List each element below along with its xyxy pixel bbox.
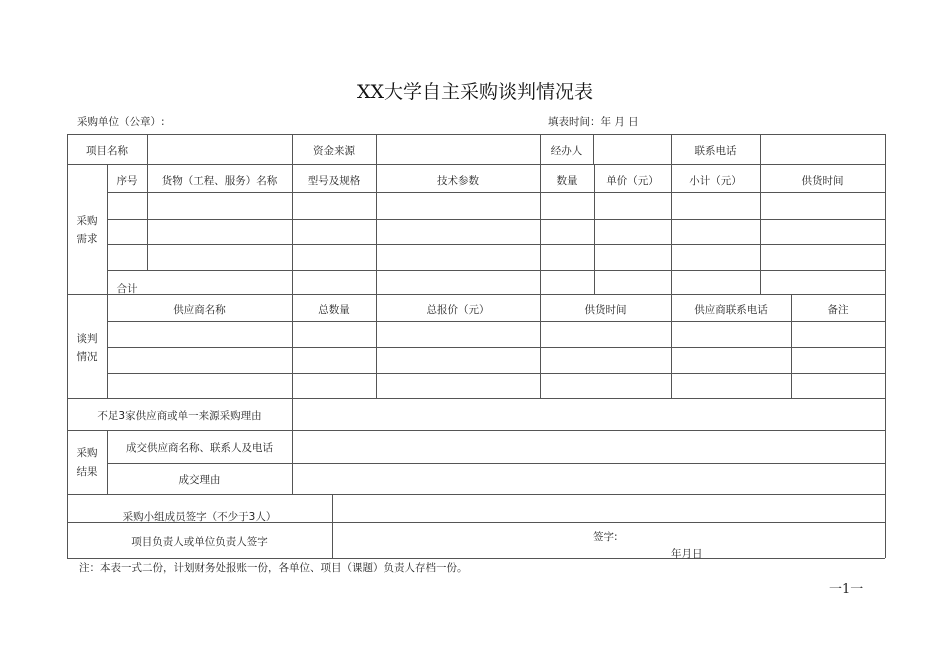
- col-header-supplier-phone: 供应商联系电话: [694, 304, 768, 316]
- row-line: [107, 219, 885, 220]
- sign-date-label: 年月日: [671, 548, 703, 560]
- col-line: [540, 134, 541, 294]
- col-header-remarks: 备注: [827, 304, 849, 316]
- row-line: [107, 192, 885, 193]
- negotiation-section-label: 谈判: [76, 333, 98, 345]
- col-header-tech-params: 技术参数: [437, 175, 479, 187]
- footer-note: 注：本表一式二份，计划财务处报账一份，各单位、项目（课题）负责人存档一份。: [79, 562, 468, 574]
- col-line: [147, 192, 148, 270]
- fund-source-label: 资金来源: [313, 145, 355, 157]
- col-line: [292, 134, 293, 294]
- col-line: [760, 134, 761, 294]
- row-line: [107, 270, 885, 271]
- row-line: [67, 164, 885, 165]
- row-line: [67, 398, 885, 399]
- demand-section-label: 需求: [76, 233, 98, 245]
- col-line: [593, 134, 594, 164]
- page-title: XX大学自主采购谈判情况表: [356, 81, 594, 103]
- table-border-bottom: [67, 558, 885, 559]
- page-number: 一1一: [829, 582, 864, 597]
- col-header-model: 型号及规格: [307, 175, 361, 187]
- col-header-unit-price: 单价（元）: [606, 175, 659, 187]
- leader-sign-label: 项目负责人或单位负责人签字: [131, 536, 268, 548]
- total-label: 合计: [116, 283, 138, 295]
- col-header-subtotal: 小计（元）: [689, 175, 742, 187]
- col-header-seq: 序号: [116, 175, 138, 187]
- single-source-reason-label: 不足3家供应商或单一来源采购理由: [97, 410, 262, 422]
- col-header-goods-name: 货物（工程、服务）名称: [161, 175, 278, 187]
- negotiation-section-label: 情况: [76, 351, 98, 363]
- row-line: [107, 463, 885, 464]
- demand-section-label: 采购: [76, 215, 98, 227]
- row-line: [107, 373, 885, 374]
- col-line: [292, 430, 293, 494]
- col-header-delivery-time: 供货时间: [584, 304, 627, 316]
- row-line: [67, 494, 885, 495]
- table-border-top: [67, 134, 885, 135]
- col-header-quantity: 数量: [556, 175, 578, 187]
- winner-info-label: 成交供应商名称、联系人及电话: [126, 442, 273, 454]
- col-header-supplier-name: 供应商名称: [173, 304, 226, 316]
- col-header-total-quantity: 总数量: [318, 304, 350, 316]
- fill-date-label: 填表时间：年 月 日: [548, 116, 639, 128]
- row-line: [107, 321, 885, 322]
- sign-label: 签字:: [593, 531, 618, 543]
- row-line: [67, 294, 885, 295]
- col-line: [376, 134, 377, 294]
- row-line: [67, 430, 885, 431]
- col-header-total-price: 总报价（元）: [426, 304, 490, 316]
- table-border-right: [885, 134, 886, 558]
- col-line: [332, 494, 333, 558]
- purchaser-label: 采购单位（公章）:: [77, 116, 165, 128]
- row-line: [107, 347, 885, 348]
- project-name-label: 项目名称: [86, 145, 128, 157]
- col-header-delivery-time: 供货时间: [801, 175, 844, 187]
- team-sign-label: 采购小组成员签字（不少于3人）: [122, 511, 277, 523]
- handler-label: 经办人: [550, 145, 583, 157]
- deal-reason-label: 成交理由: [178, 474, 221, 486]
- result-section-label: 采购: [76, 447, 98, 459]
- col-line: [292, 398, 293, 430]
- result-section-label: 结果: [76, 466, 98, 478]
- row-line: [107, 244, 885, 245]
- col-line: [671, 134, 672, 294]
- phone-label: 联系电话: [694, 145, 737, 157]
